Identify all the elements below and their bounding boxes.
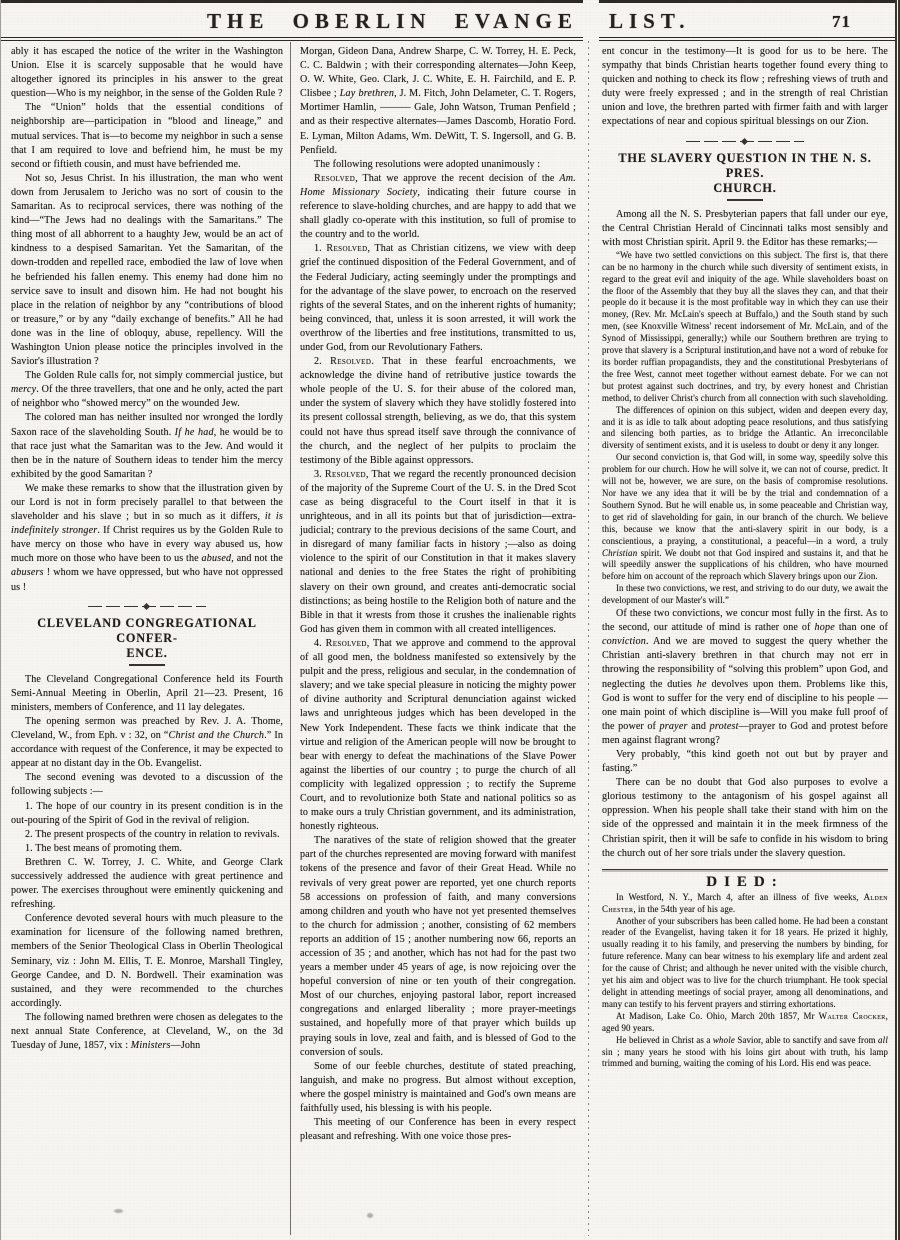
decorative-separator <box>686 139 804 144</box>
article-heading: CLEVELAND CONGREGATIONAL CONFER- ENCE. <box>37 615 257 660</box>
paragraph: The Cleveland Congregational Conference held its Fourth Semi-Annual Meeting in Oberlin, April 21—23. Present, 16 ministers, members of Conference, and 11 lay delegates. <box>11 673 283 713</box>
paragraph: 1. Resolved, That as Christian citizens, we view with deep grief the continued disposition of the Federal Government, and of the Federal Judiciary, acting seemingly under the promptings and for the advantage of the slave power, to encroach on the reserved rights of the several States, and on the inherent rights of humanity; being convinced, that, unless it is soon arrested, it will work the overthrow of the liberties and free institutions, transmitted to us, under God, from our Revolutionary Fathers. <box>300 243 577 353</box>
paragraph: We make these remarks to show that the illustration given by our Lord is not in form precisely parallel to that between the slaveholder and his slave ; but in so much as it differs, it is indefinitely stronger. If Christ requires us by the Golden Rule to have mercy on those who have in every way abused us, how much more on those who have been to us the abused, and not the abusers ! whom we have oppressed, but who have not oppressed us ! <box>11 482 283 593</box>
paragraph: Some of our feeble churches, destitute of stated preaching, languish, and make no progress. But almost without exception, where the gospel ministry is maintained and God's own means are faithfully used, his blessing is with his people. <box>300 1060 576 1115</box>
paragraph: “We have two settled convictions on this subject. The first is, that there can be no harmony in the church while such diversity of sentiment exists, in regard to the great evil and iniquity of the age. While slaveholders boast on the floor of the Assembly that they buy all the slaves they can, and that their people do it because it is the most profitable way in which they can use their money, (Rev. Mr. McLain's speech at Buffalo,) and the South stand by such men, (see Knoxville Witness' recent indorsement of Mr. McLain, and of the Synod of Mississippi, generally;) while our Southern brethren are trying to prove that slavery is a Scriptural institution,and have not a word of rebuke for its border ruffian propagandists, they and the constitutional Presbyterians of the free West, cannot meet together without earnest debate. For we can not but protest against such doctrines, and try, by every honest and Christian method, to deliver Christ's church from all connection with such slaveholding. <box>602 249 888 403</box>
paragraph: Our second conviction is, that God will, in some way, speedily solve this problem for our church. How he will solve it, we can not of course, predict. It will not be, however, we are sure, on the basis of compromise resolutions. Nor have we any idea that it will be by the trial and condemnation of a Southern Synod. But he will enable us, in some peaceable and Christian way, to get rid of slaveholding for gain, in our branch of the church. We believe this, because we know that the anti-slavery spirit in our body, is a conscientious, a praying, a constitutional, a peaceful—in a word, a truly Christian spirit. We doubt not that God inspired and sustains it, and that he will speedily answer the supplications of his children, who have mourned before him on account of the reproach which Slavery brings upon our Zion. <box>602 452 888 582</box>
column-1 <box>2 41 290 1236</box>
paragraph: The “Union” holds that the essential conditions of neighborship are—participation in “blood and lineage,” and mutual services. That is—to become my neighbor in such a sense that I am required to love and befriend him, he must be my second or fiftieth cousin, and must have befriended me. <box>11 102 283 170</box>
scan-artifact <box>114 1209 123 1213</box>
paragraph: 2. The present prospects of the country in relation to revivals. <box>25 828 280 840</box>
paragraph: ably it has escaped the notice of the writer in the Washington Union. Else it is scarcely supposable that he would have altogether ignored its principles in his answer to the great question—Who is my neighbor, in the sense of the Golden Rule ? <box>11 46 283 100</box>
column-divider <box>290 42 291 1235</box>
paragraph: The following named brethren were chosen as delegates to the next annual State Conference, at Cleveland, W., on the 3d Tuesday of June, 1857, vix : Ministers—John <box>11 1011 283 1052</box>
article-heading: THE SLAVERY QUESTION IN THE N. S. PRES. CHURCH. <box>618 150 872 195</box>
paragraph: 1. The hope of our country in its present condition is in the out-pouring of the Spirit of God in the revival of religion. <box>11 800 283 826</box>
paragraph: The differences of opinion on this subject, widen and deepen every day, and it is as idle to talk about adopting peace resolutions, and thus satisfying and silencing both parties, as to bridge the Atlantic. An irreconcilable diversity of sentiment exists, and it is useless to doubt or deny it any longer. <box>602 404 888 451</box>
paragraph: 1. The best means of promoting them. <box>25 842 183 854</box>
paragraph: 4. Resolved, That we approve and commend to the approval of all good men, the boldness manifested so extensively by the pulpit and the press, religious and secular, in the condemnation of slavery; and we take special pleasure in noticing the mighty power of divine authority and Scriptural denunciation against wicked laws and unrighteous judges which has been developed in the New York Independent. These facts we think indicate that the virtue and religion of the American people will now be brought to bear with energy to defeat the machinations of the Slave Power against the liberties of our country ; to purge the church of all complicity with legalized oppression ; to rectify the Supreme Court, and to revolutionize both State and national politics so as to make ours a truly Christian government, and its administration, honestly righteous. <box>300 637 576 833</box>
paragraph: At Madison, Lake Co. Ohio, March 20th 1857, Mr Walter Crocker, aged 90 years. <box>602 1010 888 1033</box>
column-2 <box>291 41 583 1236</box>
died-heading: DIED: <box>706 873 784 890</box>
newspaper-title-left: THE OBERLIN EVANGE <box>207 9 578 33</box>
paragraph: This meeting of our Conference has been in every respect pleasant and refreshing. With one voice those pres- <box>300 1117 576 1143</box>
paragraph: Conference devoted several hours with much pleasure to the examination for licensure of the following named brethren, members of the Senior Theological Class in Oberlin Theological Seminary, viz : John M. Ellis, T. E. Monroe, Marshall Tingley, George Candee, and D. N. Bordwell. Their examination was sustained, and they were recommended to the churches accordingly. <box>11 913 283 1009</box>
paragraph: In these two convictions, we rest, and striving to do our duty, we await the development of our Master's will.” <box>602 583 888 606</box>
paragraph: Of these two convictions, we concur most fully in the first. As to the second, our attitude of mind is rather one of hope than one of conviction. And we are moved to suggest the query whether the Christian anti-slavery brethren in that church may not err in throwing the responsibility of “solving this problem” upon God, and neglecting the duties he devolves upon them. Problems like this, God is wont to suffer for the very end of discipline to his people —one main point of which discipline is—Will you make full proof of the power of prayer and protest—prayer to God and protest before men against flagrant wrong? <box>602 608 888 746</box>
masthead <box>1 0 895 41</box>
paragraph: He believed in Christ as a whole Savior, able to sanctify and save from all sin ; many years he stood with his loins girt about with truth, his lamp trimmed and burning, waiting the coming of his Lord. His end was peace. <box>602 1034 888 1069</box>
masthead-rule-right <box>599 0 895 41</box>
paragraph: The naratives of the state of religion showed that the greater part of the churches represented are moving forward with manifest tokens of the presence and favor of their Great Head. While no revivals of very great power are reported, yet one church reports 58 accessions on profession of faith, and many conversions among children and youth who have not yet presented themselves to the church for admission ; another, consisting of 62 members reports an addition of 15 ; another numbering now 66, reports an accession of 35 ; and another, which has not had for the past two years a member under 45 years of age, is now rejoicing over the hopeful conversion of nine or ten youth of their congregation. Most of our churches, enjoying pastoral labor, report increased congregations and enlarged liberality ; more prayer-meetings sustained, and hopefully more of that prayer which builds up praying souls in love, zeal and faith, and is blessed of God to the conversion of souls. <box>300 835 576 1058</box>
column-3 <box>593 41 895 1236</box>
decorative-separator <box>88 604 206 609</box>
paragraph: 2. Resolved. That in these fearful encroachments, we acknowledge the divine hand of retributive justice towards the whole people of the U. S. for their abuse of the colored man, under the system of slavery which they have stolidly fostered into its present collossal strength, believing, as we do, that this system could not have thus spread itself save through the connivance of the church, and the neglect of her pulpits to proclaim the testimony of the Bible against oppressors. <box>300 356 577 466</box>
paragraph: The second evening was devoted to a discussion of the following subjects :— <box>11 772 283 798</box>
page-columns <box>2 41 895 1236</box>
paragraph: The Golden Rule calls for, not simply commercial justice, but mercy. Of the three travellers, that one and he only, acted the part of neighbor who “showed mercy” on the wounded Jew. <box>11 370 283 410</box>
paragraph: Morgan, Gideon Dana, Andrew Sharpe, C. W. Torrey, H. E. Peck, C. C. Baldwin ; with their corresponding alternates—John Keep, O. W. White, Geo. Clark, J. C. White, E. H. Fairchild, and E. P. Clisbee ; Lay brethren, J. M. Fitch, John Delameter, C. T. Rogers, Mortimer Hamlin, ——— Gale, John Watson, Truman Penfield ; and as their respective alternates—James Dascomb, Horatio Ford. E. Lyman, Milton Adams, Wm. DeWitt, T. S. Ingersoll, and G. B. Penfield. <box>300 46 576 156</box>
paragraph: 3. Resolved, That we regard the recently pronounced decision of the majority of the Supreme Court of the U. S. in the Dred Scot case as being disgraceful to the Court itself in that it is unrighteous, and in all its points but that of jurisdiction—extra-judicial; contrary to the previous decisions of the same Court, and in disregard of many familiar facts in history ;—also as doing violence to the spirit of our Constitution in that it makes slavery national and denies to the free States the right of prohibiting slavery on their own ground, and creates anti-democratic social distinctions; as being hostile to the Religion both of nature and the Bible in that it wrests from those it crushes the inalienable rights God has given them in common with all created intelligences. <box>300 468 576 635</box>
paragraph: Brethren C. W. Torrey, J. C. White, and George Clark successively addressed the audience with great pertinence and power. The exercises throughout were eminently quickening and refreshing. <box>11 856 283 911</box>
paragraph: In Westford, N. Y., March 4, after an illness of five weeks, Alden Chester, in the 54th year of his age. <box>602 891 888 914</box>
section-rule <box>602 869 888 870</box>
paragraph: Resolved, That we approve the recent decision of the Am. Home Missionary Society, indicating their future course in reference to slave-holding churches, and are happy to add that we shall gladly co-operate with this institution, so full of promise to the country and to the world. <box>300 172 576 241</box>
paragraph: ent concur in the testimony—It is good for us to be here. The sympathy that binds Christian hearts together found every thing to quicken and nothing to check its flow ; refreshing views of truth and duty were freely expressed ; and in the strength of real Christian union and love, the brethren parted with firmer faith and with larger expectations of near and copious spiritual blessings on our Zion. <box>602 46 888 128</box>
masthead-rule-left <box>1 0 583 41</box>
heading-underline <box>129 664 165 666</box>
paragraph: The opening sermon was preached by Rev. J. A. Thome, Cleveland, W., from Eph. v : 32, on “Christ and the Church.” In accordance with request of the Conference, it may be expected to appear at no distant day in the Ob. Evangelist. <box>11 715 283 770</box>
paragraph: Among all the N. S. Presbyterian papers that fall under our eye, the Central Christian Herald of Cincinnati talks most sensibly and with most Christian spirit. April 9. the Editor has these remarks;— <box>602 208 888 248</box>
page-number: 71 <box>832 12 851 31</box>
scan-seam-divider <box>583 41 593 1236</box>
paragraph: Another of your subscribers has been called home. He had been a constant reader of the Evangelist, having taken it for 18 years. He prized it highly, usually reading it to his family, and preserving the numbers by binding, for future reference. Many can bear witness to his exemplary life and ardent zeal for the cause of Christ; and although he never united with the visible church, yet his aim and object was to live for the church triumphant. He took special delight in attending meetings of social prayer, among all denominations, and many can testify to his fervent prayers and stirring exhortations. <box>602 915 888 1009</box>
paragraph: There can be no doubt that God also purposes to evolve a glorious testimony to the antagonism of his gospel against all oppression. When his people shall take their stand with him on the side of the oppressed and maintain it in the meek firmness of the Christian spirit, then it will be safe to confide in his wisdom to bring the church out of her sore trials under the slavery question. <box>602 777 888 859</box>
paragraph: Not so, Jesus Christ. In his illustration, the man who went down from Jerusalem to Jericho was no sort of cousin to the Samaritan. As to reciprocal services, there was nothing of the kind—“The Jews had no dealings with the Samaritans.” The thing most of all abhorrent to a haughty Jew, would be an act of kindness to a despised Samaritan. Yet the Samaritan, of the down-trodden and repelled race, embodied the law of love when he befriended his fallen enemy. This enemy had done him no service save to insult and disown him. He had not bought his place in the relation of neighbor by any “contributions of blood or treasure,” or by any “daily exchange of benefits.” All he had done was in the line of obloquy, abuse, repellency. Will the Washington Union please notice the principles involved in the Savior's illustration ? <box>11 172 283 368</box>
paragraph: The colored man has neither insulted nor wronged the lordly Saxon race of the slaveholding South. If he had, he would be to that race just what the Samaritan was to the Jew. And would it then be in the nature of Southern ideas to tender him the mercy exhibited by the good Samaritan ? <box>11 412 283 480</box>
newspaper-title-right: LIST. <box>609 9 691 33</box>
paragraph: The following resolutions were adopted unanimously : <box>314 158 541 170</box>
paragraph: Very probably, “this kind goeth not out but by prayer and fasting.” <box>602 748 888 775</box>
heading-underline <box>727 199 763 201</box>
scan-artifact <box>367 1213 373 1218</box>
